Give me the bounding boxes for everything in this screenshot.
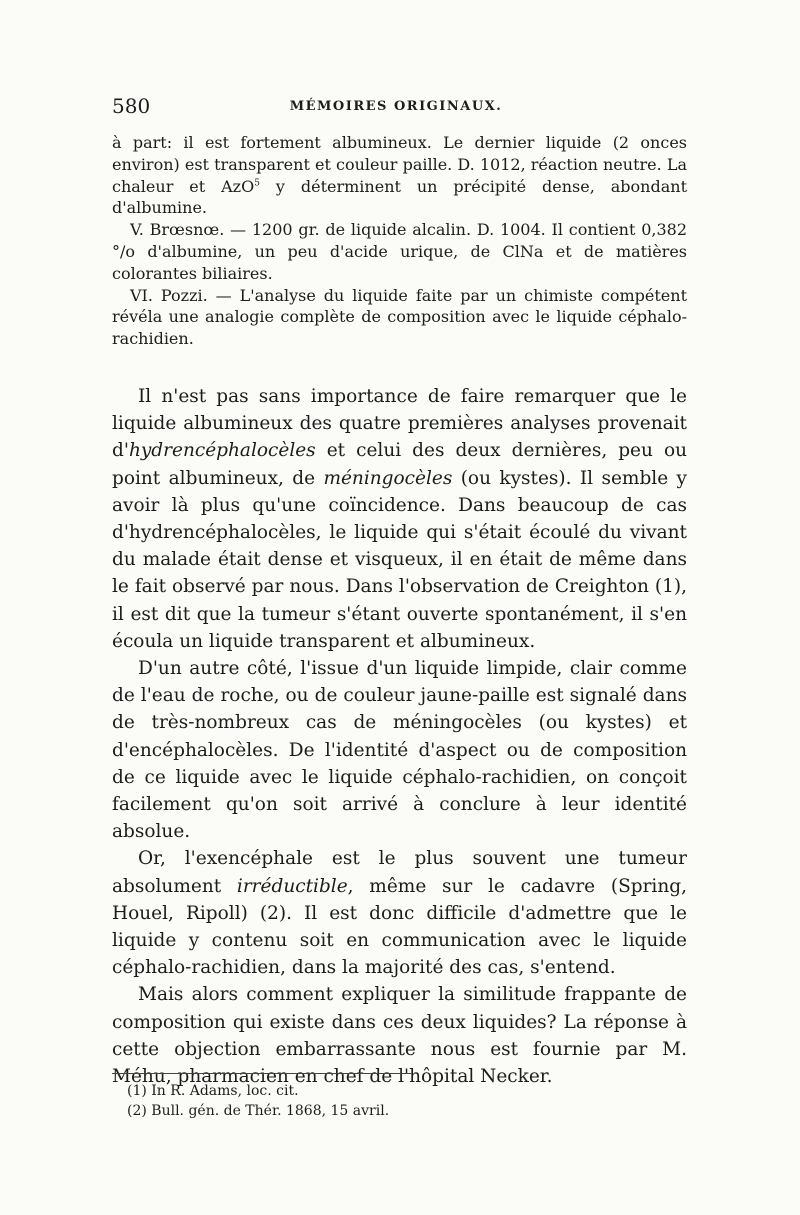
paragraph-4: Mais alors comment expliquer la similitude frappante de composition qui existe dans ces deux liquides? La réponse à cette objection embarrassante nous est fournie par M. Méhu, pharmacien en chef de l'hôpital Necker. xyxy=(112,984,687,1088)
footnote-2: (2) Bull. gén. de Thér. 1868, 15 avril. xyxy=(127,1103,390,1119)
footnotes xyxy=(127,1081,389,1121)
running-title: MÉMOIRES ORIGINAUX. xyxy=(289,99,503,114)
paragraph-3: Or, l'exencéphale est le plus souvent une tumeur absolument irréductible, même sur le cadavre (Spring, Houel, Ripoll) (2). Il est donc difficile d'admettre que le liquide y contenu soit en communication avec le liquide céphalo-rachidien, dans la majorité des cas, s'entend. xyxy=(112,848,687,979)
footnote-divider xyxy=(112,1073,412,1074)
page-number: 580 xyxy=(112,94,151,118)
page-header xyxy=(112,94,680,124)
case-observations xyxy=(112,132,687,350)
paragraph-1: Il n'est pas sans importance de faire remarquer que le liquide albumineux des quatre premières analyses provenait d'hydrencéphalocèles et celui des deux dernières, peu ou point albumineux, de méningocèles (ou kystes). Il semble y avoir là plus qu'une coïncidence. Dans beaucoup de cas d'hydrencéphalocèles, le liquide qui s'était écoulé du vivant du malade était dense et visqueux, il en était de même dans le fait observé par nous. Dans l'observation de Creighton (1), il est dit que la tumeur s'étant ouverte spontanément, il s'en écoula un liquide transparent et albumineux. xyxy=(112,386,687,652)
case-4-continuation: à part: il est fortement albumineux. Le dernier liquide (2 onces environ) est transparent et couleur paille. D. 1012, réaction neutre. La chaleur et AzO$^5$ y déterminent un précipité dense, abondant d'albumine. xyxy=(112,133,687,218)
case-6: VI. Pozzi. — L'analyse du liquide faite par un chimiste compétent révéla une analogie complète de composition avec le liquide céphalo-rachidien. xyxy=(112,285,687,349)
footnote-1: (1) In R. Adams, loc. cit. xyxy=(127,1083,299,1099)
case-5: V. Brœsnœ. — 1200 gr. de liquide alcalin. D. 1004. Il contient 0,382 °/o d'albumine, un peu d'acide urique, de ClNa et de matières colorantes biliaires. xyxy=(112,220,687,283)
paragraph-2: D'un autre côté, l'issue d'un liquide limpide, clair comme de l'eau de roche, ou de couleur jaune-paille est signalé dans de très-nombreux cas de méningocèles (ou kystes) et d'encéphalocèles. De l'identité d'aspect ou de composition de ce liquide avec le liquide céphalo-rachidien, on conçoit facilement qu'on soit arrivé à conclure à leur identité absolue. xyxy=(112,658,687,843)
main-text xyxy=(112,383,687,1090)
